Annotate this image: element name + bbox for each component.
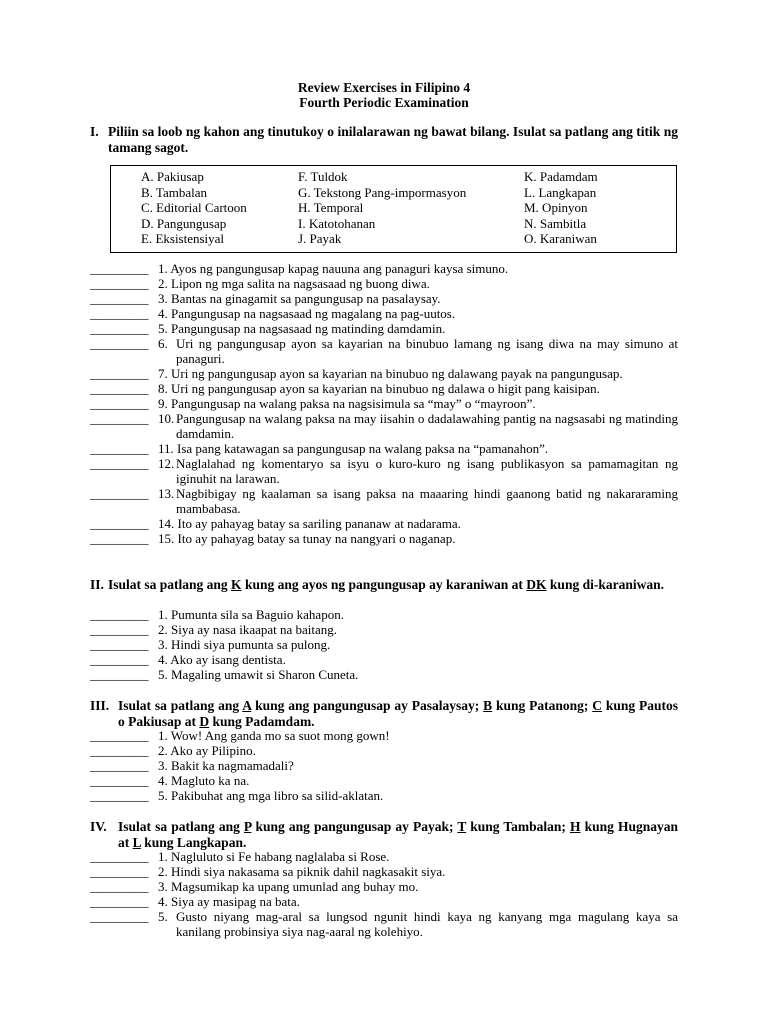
section-number: IV. xyxy=(90,819,107,834)
item-number: 5. xyxy=(158,909,168,924)
item-text: 5. Pakibuhat ang mga libro sa silid-aklatan. xyxy=(158,788,384,803)
list-item xyxy=(90,516,678,531)
list-item xyxy=(90,773,678,788)
option-col3: M. Opinyon xyxy=(524,200,588,215)
item-number: 10. xyxy=(158,411,175,426)
list-item xyxy=(90,306,678,321)
item-number: 12. xyxy=(158,456,175,471)
option-col1: D. Pangungusap xyxy=(141,215,227,231)
item-text: Nagbibigay ng kaalaman sa isang paksa na maaaring hindi gaanong batid ng nakararaming mambabasa. xyxy=(176,486,678,516)
section-1-instructions xyxy=(90,124,678,156)
item-text: 3. Magsumikap ka upang umunlad ang buhay mo. xyxy=(158,879,419,894)
list-item xyxy=(90,622,678,637)
answer-blank[interactable]: _________ xyxy=(90,336,149,351)
item-text: 1. Nagluluto si Fe habang naglalaba si Rose. xyxy=(158,849,390,864)
answer-blank[interactable]: _________ xyxy=(90,667,149,682)
item-text: 1. Wow! Ang ganda mo sa suot mong gown! xyxy=(158,728,390,743)
list-item xyxy=(90,486,678,516)
list-item xyxy=(90,276,678,291)
answer-blank[interactable]: _________ xyxy=(90,456,149,471)
answer-key-code: B xyxy=(483,698,493,713)
answer-blank[interactable]: _________ xyxy=(90,879,149,894)
answer-blank[interactable]: _________ xyxy=(90,291,149,306)
answer-blank[interactable]: _________ xyxy=(90,894,149,909)
item-text: 2. Hindi siya nakasama sa piknik dahil nagkasakit siya. xyxy=(158,864,446,879)
answer-blank[interactable]: _________ xyxy=(90,607,149,622)
section-text xyxy=(90,577,678,593)
instruction-fragment: Isulat sa patlang ang xyxy=(118,819,244,834)
answer-blank[interactable]: _________ xyxy=(90,909,149,924)
item-text: 2. Lipon ng mga salita na nagsasaad ng buong diwa. xyxy=(158,276,430,291)
item-text: 1. Pumunta sila sa Baguio kahapon. xyxy=(158,607,344,622)
answer-key-code: DK xyxy=(526,577,547,592)
list-item xyxy=(90,909,678,939)
section-text xyxy=(90,698,678,730)
answer-key-code: A xyxy=(242,698,252,713)
item-number: 13. xyxy=(158,486,175,501)
item-text: Pangungusap na walang paksa na may iisahin o dadalawahing pantig na nagsasabi ng matinding damdamin. xyxy=(176,411,678,441)
option-col1: C. Editorial Cartoon xyxy=(141,200,247,215)
list-item xyxy=(90,607,678,622)
answer-blank[interactable]: _________ xyxy=(90,743,149,758)
list-item xyxy=(90,291,678,306)
answer-blank[interactable]: _________ xyxy=(90,396,149,411)
document-subtitle: Fourth Periodic Examination xyxy=(299,95,469,110)
instruction-fragment: kung ang ayos ng pangungusap ay karaniwan at xyxy=(241,577,527,592)
answer-key-code: D xyxy=(199,714,210,729)
answer-blank[interactable]: _________ xyxy=(90,366,149,381)
item-text: 8. Uri ng pangungusap ayon sa kayarian na binubuo ng dalawa o higit pang kaisipan. xyxy=(158,381,600,396)
document-title: Review Exercises in Filipino 4 xyxy=(297,80,471,95)
options-box xyxy=(110,165,677,253)
instruction-fragment: kung Patanong; xyxy=(492,698,593,713)
item-text: 4. Pangungusap na nagsasaad ng magalang na pag-uutos. xyxy=(158,306,456,321)
item-text: Gusto niyang mag-aral sa lungsod ngunit hindi kaya ng kanyang mga magulang kaya sa kanilang probinsiya siya nag-aaral ng kolehiyo. xyxy=(176,909,678,939)
item-text: 9. Pangungusap na walang paksa na nagsisimula sa “may” o “mayroon”. xyxy=(158,396,536,411)
answer-blank[interactable]: _________ xyxy=(90,849,149,864)
instruction-fragment: Isulat sa patlang ang xyxy=(108,577,232,592)
option-col3: K. Padamdam xyxy=(524,169,598,184)
answer-blank[interactable]: _________ xyxy=(90,864,149,879)
item-text: 1. Ayos ng pangungusap kapag nauuna ang panaguri kaysa simuno. xyxy=(158,261,509,276)
answer-key-code: C xyxy=(592,698,602,713)
list-item xyxy=(90,758,678,773)
item-text: Naglalahad ng komentaryo sa isyu o kuro-kuro ng isang publikasyon sa pamamagitan ng iginuhit na larawan. xyxy=(176,456,678,486)
item-text: 2. Siya ay nasa ikaapat na baitang. xyxy=(158,622,338,637)
instruction-fragment: Isulat sa patlang ang xyxy=(118,698,243,713)
instruction-fragment: kung Padamdam. xyxy=(209,714,315,729)
answer-blank[interactable]: _________ xyxy=(90,306,149,321)
item-text: Uri ng pangungusap ayon sa kayarian na binubuo lamang ng isang diwa na may simuno at panaguri. xyxy=(176,336,678,366)
answer-blank[interactable]: _________ xyxy=(90,788,149,803)
list-item xyxy=(90,667,678,682)
item-text: 14. Ito ay pahayag batay sa sariling pananaw at nadarama. xyxy=(158,516,461,531)
answer-key-code: K xyxy=(231,577,242,592)
item-text: 3. Bakit ka nagmamadali? xyxy=(158,758,294,773)
answer-blank[interactable]: _________ xyxy=(90,321,149,336)
option-col2: F. Tuldok xyxy=(298,169,348,184)
instruction-fragment: kung ang pangungusap ay Pasalaysay; xyxy=(251,698,484,713)
item-text: 5. Magaling umawit si Sharon Cuneta. xyxy=(158,667,359,682)
option-col1: B. Tambalan xyxy=(141,184,208,200)
list-item xyxy=(90,381,678,396)
section-number: III. xyxy=(90,698,110,713)
item-number: 6. xyxy=(158,336,168,351)
item-text: 11. Isa pang katawagan sa pangungusap na walang paksa na “pamanahon”. xyxy=(158,441,549,456)
instruction-fragment: kung Langkapan. xyxy=(140,835,247,850)
answer-key-code: H xyxy=(569,819,581,834)
section-3-instructions xyxy=(90,698,678,730)
list-item xyxy=(90,637,678,652)
answer-blank[interactable]: _________ xyxy=(90,622,149,637)
answer-key-code: T xyxy=(457,819,467,834)
option-col1: E. Eksistensiyal xyxy=(141,231,225,246)
item-text: 2. Ako ay Pilipino. xyxy=(158,743,256,758)
item-text: 3. Bantas na ginagamit sa pangungusap na pasalaysay. xyxy=(158,291,441,306)
list-item xyxy=(90,879,678,894)
option-col2: H. Temporal xyxy=(298,200,364,215)
list-item xyxy=(90,456,678,486)
list-item xyxy=(90,336,678,366)
option-col3: L. Langkapan xyxy=(524,184,597,200)
answer-blank[interactable]: _________ xyxy=(90,516,149,531)
item-text: 5. Pangungusap na nagsasaad ng matinding damdamin. xyxy=(158,321,446,336)
list-item xyxy=(90,788,678,803)
option-col3: O. Karaniwan xyxy=(524,231,597,246)
option-col2: J. Payak xyxy=(298,231,342,246)
answer-blank[interactable]: _________ xyxy=(90,276,149,291)
list-item xyxy=(90,441,678,456)
item-text: 15. Ito ay pahayag batay sa tunay na nangyari o naganap. xyxy=(158,531,456,546)
option-col1: A. Pakiusap xyxy=(141,169,204,184)
section-number: I. xyxy=(90,124,99,139)
instruction-fragment: kung ang pangungusap ay Payak; xyxy=(251,819,458,834)
list-item xyxy=(90,894,678,909)
section-2-instructions xyxy=(90,577,678,593)
item-text: 7. Uri ng pangungusap ayon sa kayarian na binubuo ng dalawang payak na pangungusap. xyxy=(158,366,623,381)
answer-blank[interactable]: _________ xyxy=(90,441,149,456)
instruction-fragment: kung Tambalan; xyxy=(466,819,570,834)
section-text: Piliin sa loob ng kahon ang tinutukoy o inilalarawan ng bawat bilang. Isulat sa patlang ang titik ng tamang sagot. xyxy=(108,124,678,155)
list-item xyxy=(90,531,678,546)
answer-blank[interactable]: _________ xyxy=(90,411,149,426)
option-col2: I. Katotohanan xyxy=(298,215,376,231)
list-item xyxy=(90,864,678,879)
list-item xyxy=(90,728,678,743)
answer-blank[interactable]: _________ xyxy=(90,486,149,501)
answer-key-code: P xyxy=(243,819,252,834)
list-item xyxy=(90,366,678,381)
list-item xyxy=(90,261,678,276)
instruction-fragment: kung Hugnayan at xyxy=(118,819,678,850)
list-item xyxy=(90,743,678,758)
item-text: 4. Siya ay masipag na bata. xyxy=(158,894,300,909)
option-col2: G. Tekstong Pang-impormasyon xyxy=(298,184,467,200)
section-text xyxy=(90,819,678,851)
list-item xyxy=(90,652,678,667)
answer-blank[interactable]: _________ xyxy=(90,652,149,667)
section-4-instructions xyxy=(90,819,678,851)
list-item xyxy=(90,411,678,441)
answer-blank[interactable]: _________ xyxy=(90,758,149,773)
answer-blank[interactable]: _________ xyxy=(90,637,149,652)
item-text: 4. Ako ay isang dentista. xyxy=(158,652,286,667)
option-col3: N. Sambitla xyxy=(524,215,587,231)
list-item xyxy=(90,321,678,336)
answer-blank[interactable]: _________ xyxy=(90,773,149,788)
instruction-fragment: kung Pautos o Pakiusap at xyxy=(118,698,678,729)
answer-blank[interactable]: _________ xyxy=(90,381,149,396)
list-item xyxy=(90,849,678,864)
instruction-fragment: kung di-karaniwan. xyxy=(546,577,664,592)
answer-key-code: L xyxy=(132,835,141,850)
answer-blank[interactable]: _________ xyxy=(90,261,149,276)
answer-blank[interactable]: _________ xyxy=(90,531,149,546)
list-item xyxy=(90,396,678,411)
section-number: II. xyxy=(90,577,104,592)
item-text: 4. Magluto ka na. xyxy=(158,773,250,788)
item-text: 3. Hindi siya pumunta sa pulong. xyxy=(158,637,331,652)
answer-blank[interactable]: _________ xyxy=(90,728,149,743)
